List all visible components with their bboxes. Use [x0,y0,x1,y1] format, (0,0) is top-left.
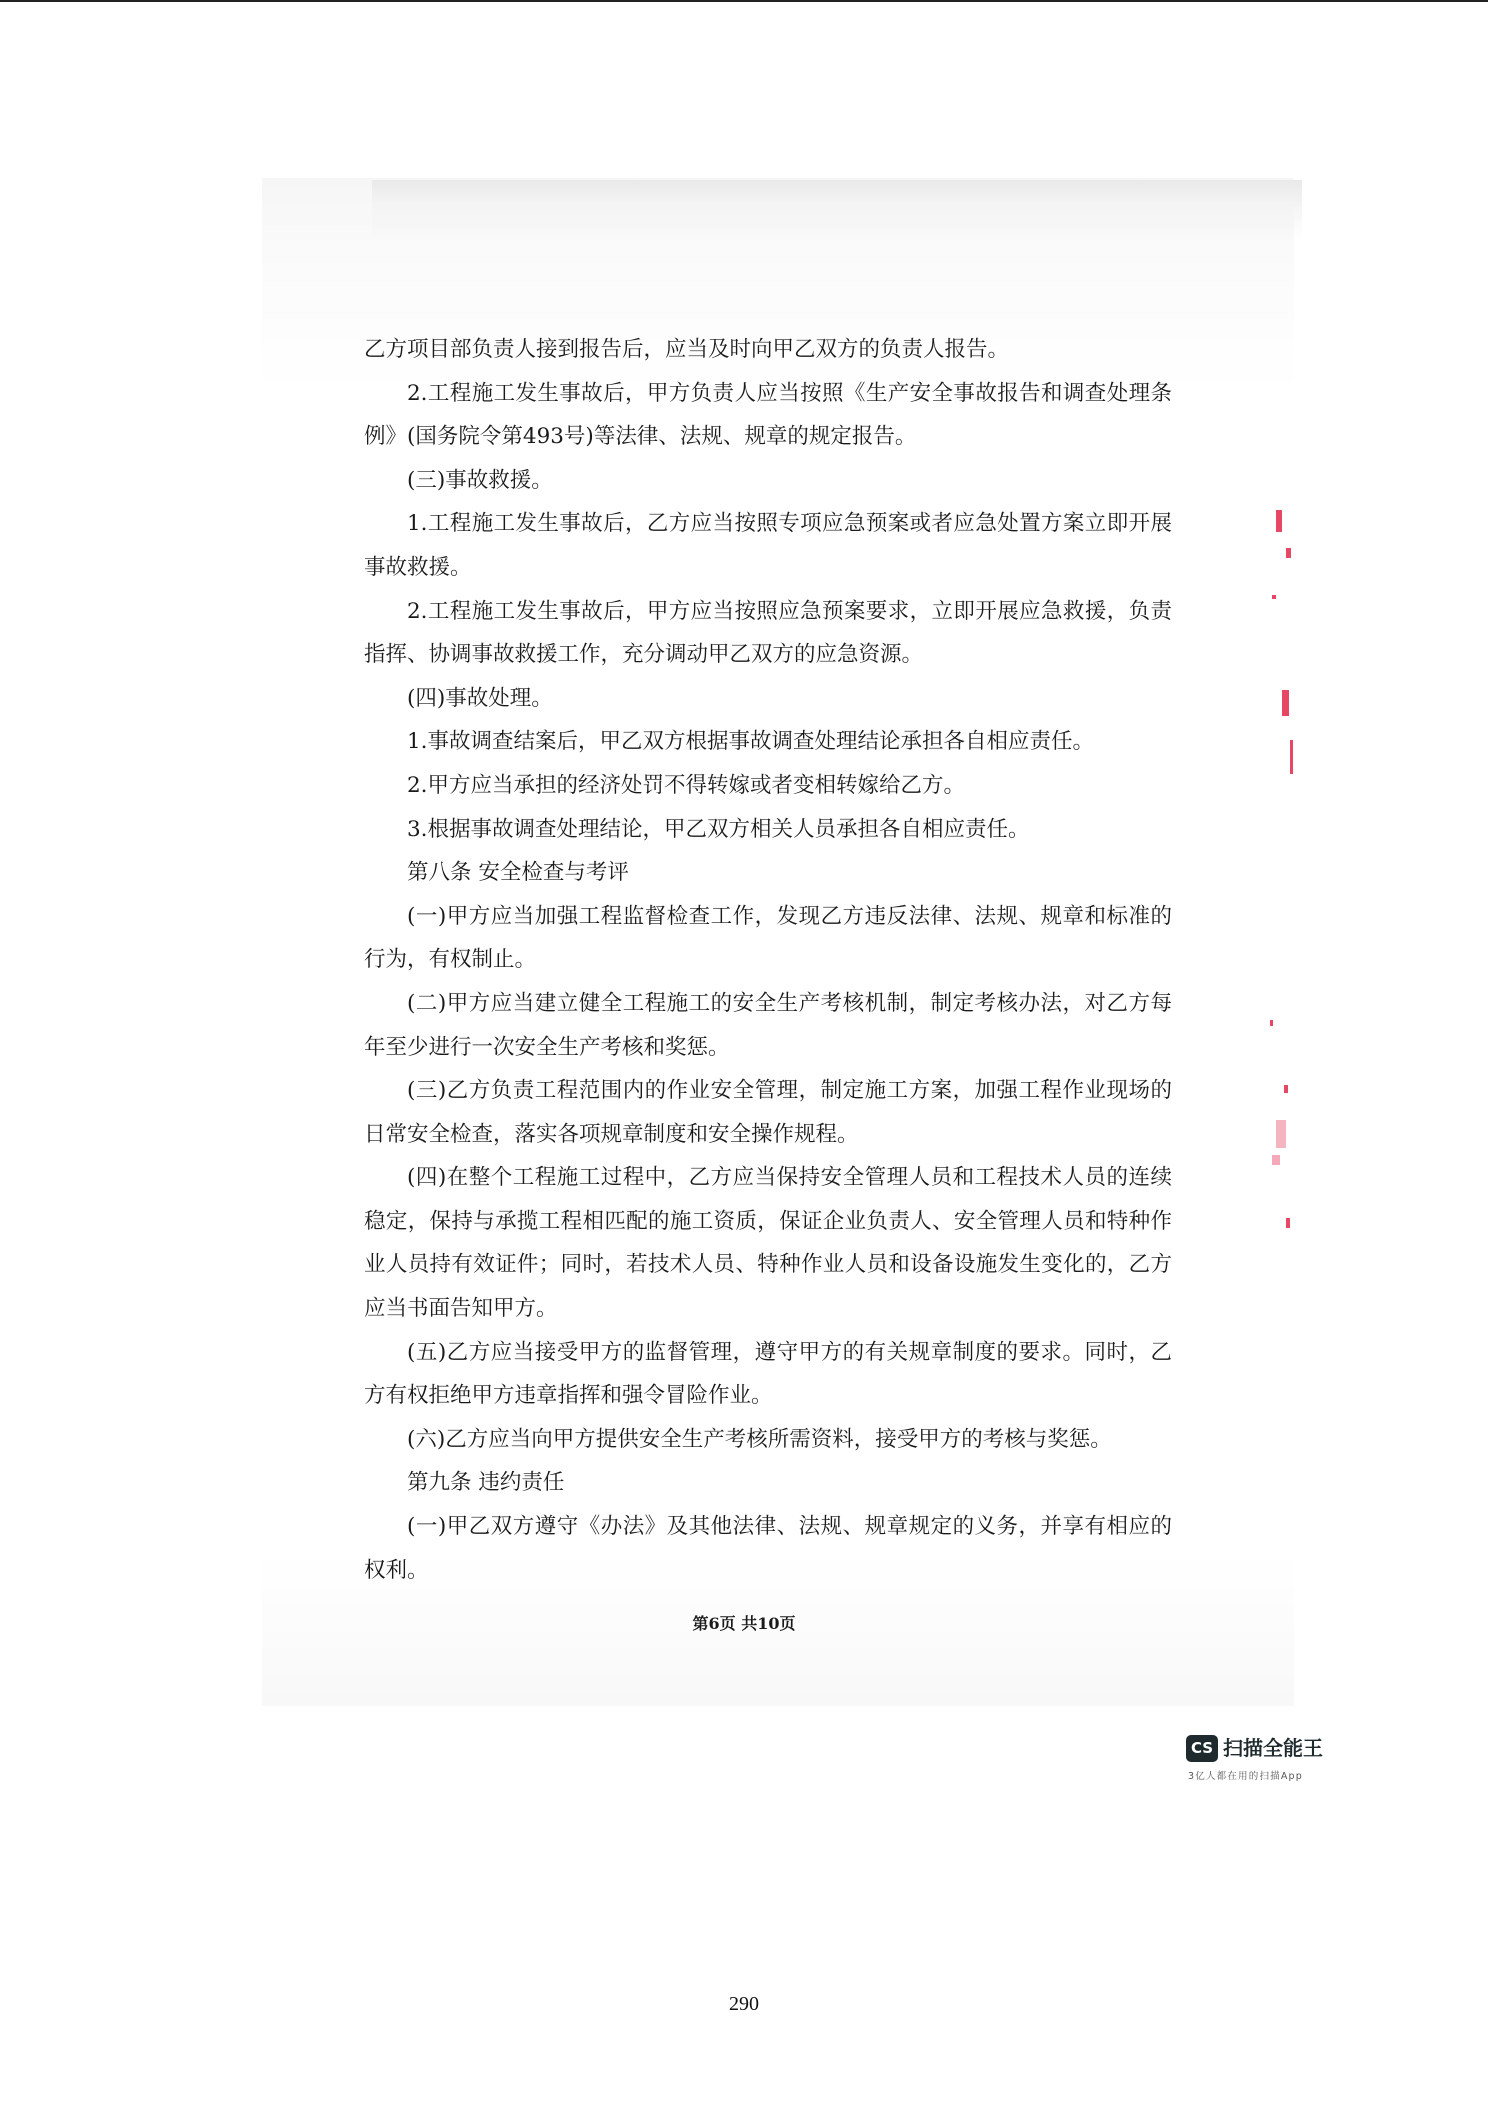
paragraph: 第八条 安全检查与考评 [407,860,629,886]
paragraph: 2.工程施工发生事故后，甲方负责人应当按照《生产安全事故报告和调查处理条例》(国务院令第493号)等法律、法规、规章的规定报告。 [364,380,1172,450]
paragraph: (一)甲方应当加强工程监督检查工作，发现乙方违反法律、法规、规章和标准的行为，有权制止。 [364,903,1172,973]
paragraph: 2.工程施工发生事故后，甲方应当按照应急预案要求，立即开展应急救援，负责指挥、协调事故救援工作，充分调动甲乙双方的应急资源。 [364,598,1172,668]
camscanner-watermark [1186,1735,1328,1785]
paragraph: 2.甲方应当承担的经济处罚不得转嫁或者变相转嫁给乙方。 [407,772,966,798]
paragraph: (四)在整个工程施工过程中，乙方应当保持安全管理人员和工程技术人员的连续稳定，保持与承揽工程相匹配的施工资质，保证企业负责人、安全管理人员和特种作业人员持有效证件；同时，若技术人员、特种作业人员和设备设施发生变化的，乙方应当书面告知甲方。 [364,1165,1172,1322]
scan-shadow [372,180,1302,240]
paragraph: (一)甲乙双方遵守《办法》及其他法律、法规、规章规定的义务，并享有相应的权利。 [364,1514,1172,1583]
paragraph: (二)甲方应当建立健全工程施工的安全生产考核机制，制定考核办法，对乙方每年至少进行一次安全生产考核和奖惩。 [364,990,1172,1060]
paragraph: 乙方项目部负责人接到报告后，应当及时向甲乙双方的负责人报告。 [364,337,1010,362]
paragraph: (四)事故处理。 [407,685,553,711]
paragraph: (三)乙方负责工程范围内的作业安全管理，制定施工方案，加强工程作业现场的日常安全检查，落实各项规章制度和安全操作规程。 [364,1078,1172,1147]
camscanner-name: 扫描全能王 [1223,1736,1323,1760]
paragraph: 3.根据事故调查处理结论，甲乙双方相关人员承担各自相应责任。 [407,816,1030,842]
paragraph: (六)乙方应当向甲方提供安全生产考核所需资料，接受甲方的考核与奖惩。 [407,1426,1112,1452]
document-body [364,328,1172,1592]
paragraph: 1.事故调查结案后，甲乙双方根据事故调查处理结论承担各自相应责任。 [407,729,1095,755]
page-number: 290 [729,1993,759,2015]
paragraph: 第九条 违约责任 [407,1470,565,1496]
camscanner-logo-icon: CS [1186,1735,1218,1762]
red-seal-edge [1270,500,1300,1260]
top-border [0,0,1488,2]
page-footer: 第6页 共10页 [692,1614,796,1633]
paragraph: 1.工程施工发生事故后，乙方应当按照专项应急预案或者应急处置方案立即开展事故救援。 [364,511,1172,580]
paragraph: (五)乙方应当接受甲方的监督管理，遵守甲方的有关规章制度的要求。同时，乙方有权拒绝甲方违章指挥和强令冒险作业。 [364,1339,1172,1409]
paragraph: (三)事故救援。 [407,467,553,493]
camscanner-tagline: 3亿人都在用的扫描App [1188,1771,1304,1782]
